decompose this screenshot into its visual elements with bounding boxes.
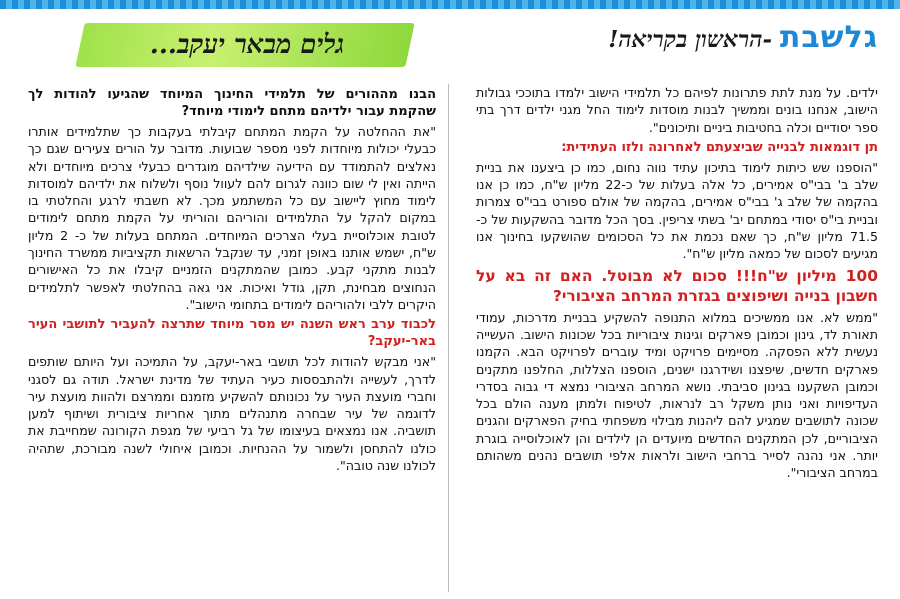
article-column-left (28, 84, 436, 593)
article-column-right (476, 84, 878, 593)
publication-logo: גלשבת (779, 20, 878, 55)
interview-question: לכבוד ערב ראש השנה יש מסר מיוחד שתרצה להעביר לתושבי העיר באר-יעקב? (28, 317, 436, 350)
section-banner-title: גלים מבאר יעקב... (149, 30, 345, 60)
column-divider (448, 84, 449, 592)
paragraph: ילדים. על מנת לתת פתרונות לפיהם כל תלמידי הישוב ילמדו בתוככי גבולות הישוב, אנחנו בונים וממשיך לבנות מוסדות לימוד החל מגני ילדים דרך בתי ספר יסודיים וכלה בחטיבות ביניים ותיכונים". (476, 85, 878, 135)
paragraph: "אני מבקש להודות לכל תושבי באר-יעקב, על התמיכה ועל היותם שותפים לדרך, לעשייה ולהתבססות כעיר העתיד של מדינת ישראל. תודה גם לסגני וחברי מועצת העיר על נכונותם להשקיע מזמנם וממרצם ולהוות מועצת עיר לדוגמה של עיר שבחרה מתנהלים מתוך אחריות ציבורית ושיתוף למען תושביה. אנו נמצאים בעיצומו של גל רביעי של מגפת הקורונה שמחייבת את כולנו להתחסן ולשמור על ההנחיות. וכמובן איחולי לשנה מבורכת, שתהיה לכולנו שנה טובה". (28, 354, 436, 474)
paragraph: "את ההחלטה על הקמת המתחם קיבלתי בעקבות כך שתלמידים אותרו כבעלי יכולות מיוחדות לפני מספר שבועות. מדובר על הורים צעירים שגם כך נאלצים להתמודד עם הידיעה שילדיהם מוגדרים כבעלי צרכים מיוחדים ולא הייתה ואין לי שום כוונה לגרום להם לעוול נוסף ולשלוח את ילדיהם למוסדות לימוד מחוץ ליישוב עם כל המשתמע מכך. לא חשבתי לרגע והחלטתי בו במקום להקל על התלמידים והוריהם והוריתי על הקמת מתחם לימודים לטובת אוכלוסיית בעלי הצרכים המיוחדים. המתחם בעלות של כ- 2 מליון ש"ח, ישמש אותנו באופן זמני, עד שנקבל הרשאות תקציביות ממשרד החינוך לבנות מתקני קבע. כמובן שהמתקנים הזמניים קיבלו את כל האישורים הנחוצים מבחינת, תקן, גודל ואיכות. אני גאה בהחלטתי לאפשר לתלמידים היקרים ללבי ולהוריהם לימודים בתחומי הישוב". (28, 124, 436, 312)
top-decorative-stripe (0, 0, 900, 9)
paragraph: "הוספנו שש כיתות לימוד בתיכון עתיד נווה נחום, כמו כן ביצענו את בניית שלב ב' בבי"ס אמירים, כל אלה בעלות של כ-22 מליון ש"ח, כמו כן אנו בהקמה של שלב ג' בבי"ס אמירים, בהקמה של אולם ספורט בבי"ס צמרות ובניית בי"ס יסודי במתחם יב' בשתי צריפין. בסך הכל מדובר בהשקעות של כ- 71.5 מליון ש"ח, כך שאם נכמת את כל הסכומים שהושקעו בחינוך אנו מגיעים לסכום של כמאה מליון ש"ח". (476, 159, 878, 262)
interview-question: 100 מיליון ש"ח!!! סכום לא מבוטל. האם זה בא על חשבון בנייה ושיפוצים בגזרת המרחב הציבורי? (476, 266, 878, 305)
interview-question: הבנו מההורים של תלמידי החינוך המיוחד שהגיעו להודות לך שהקמת עבור ילדיהם מתחם לימודי מיוחד? (28, 87, 436, 119)
slogan: -הראשון בקריאה! (608, 26, 772, 53)
page-header (0, 9, 900, 73)
paragraph: "ממש לא. אנו ממשיכים במלוא התנופה להשקיע בבניית מדרכות, עמודי תאורת לד, גינון וכמובן פארקים וגינות ציבוריות בכל שכונות הישוב. העשייה נעשית ללא הפסקה. מסיימים פרויקט ומיד עוברים לפרויקט הבא. הקמנו פארקים חדשים, שיפצנו ושידרגנו ישנים, הוספנו הצללות, החלפנו מתקנים וכמובן השקענו בגינון סביבתי. נושא המרחב הציבורי נמצא די גבוה בסדרי העדיפויות ואני נותן משקל רב לנראות, לטיפוח ולמתן מענה הולם בכל שכונה לתושבים שמגיע להם ליהנות מבילוי משפחתי בחיק הפארקים והגנים הציבוריים, לכן המתקנים החדשים מיועדים הן לילדים והן לאוכלוסייה בוגרת יותר. אני נהנה לסייר ברחבי הישוב ולראות אלפי תושבים נהנים משהותם במרחב הציבורי". (476, 309, 878, 481)
interview-question: תן דוגמאות לבנייה שביצעתם לאחרונה ולזו העתידית: (561, 139, 878, 155)
